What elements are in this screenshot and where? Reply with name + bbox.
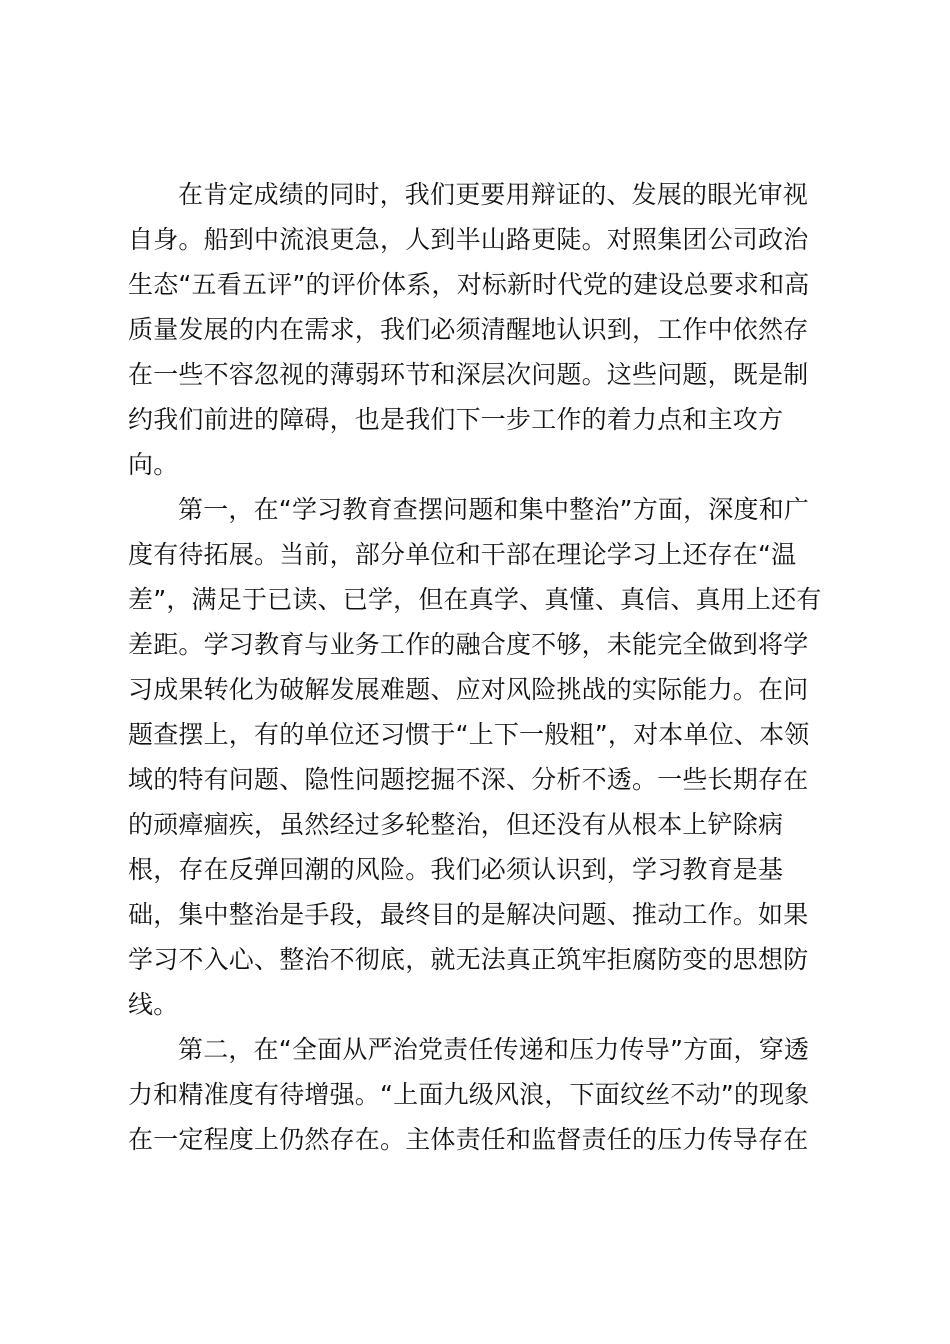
text-line: 题查摆上，有的单位还习惯于“上下一般粗”，对本单位、本领 — [128, 720, 810, 749]
text-line: 向。 — [128, 450, 179, 479]
text-line: 自身。船到中流浪更急，人到半山路更陡。对照集团公司政治 — [128, 225, 809, 254]
text-line: 第一，在“学习教育查摆问题和集中整治”方面，深度和广 — [178, 495, 810, 524]
text-line: 根，存在反弹回潮的风险。我们必须认识到，学习教育是基 — [128, 855, 784, 884]
text-line: 度有待拓展。当前，部分单位和干部在理论学习上还存在“温 — [128, 540, 797, 569]
document-body — [128, 172, 828, 1162]
text-line: 习成果转化为破解发展难题、应对风险挑战的实际能力。在问 — [128, 675, 809, 704]
text-line: 础，集中整治是手段，最终目的是解决问题、推动工作。如果 — [128, 900, 809, 929]
text-line: 的顽瘴痼疾，虽然经过多轮整治，但还没有从根本上铲除病 — [128, 810, 784, 839]
text-line: 线。 — [128, 990, 179, 1019]
text-line: 在肯定成绩的同时，我们更要用辩证的、发展的眼光审视 — [178, 180, 809, 209]
paragraph-1 — [128, 172, 828, 487]
text-line: 在一些不容忽视的薄弱环节和深层次问题。这些问题，既是制 — [128, 360, 809, 389]
text-line: 差”，满足于已读、已学，但在真学、真懂、真信、真用上还有 — [128, 585, 822, 614]
paragraph-2 — [128, 487, 828, 1027]
text-line: 第二，在“全面从严治党责任传递和压力传导”方面，穿透 — [178, 1035, 810, 1064]
text-line: 力和精准度有待增强。“上面九级风浪，下面纹丝不动”的现象 — [128, 1080, 810, 1109]
text-line: 约我们前进的障碍，也是我们下一步工作的着力点和主攻方 — [128, 405, 784, 434]
text-line: 差距。学习教育与业务工作的融合度不够，未能完全做到将学 — [128, 630, 809, 659]
text-line: 生态“五看五评”的评价体系，对标新时代党的建设总要求和高 — [128, 270, 810, 299]
text-line: 域的特有问题、隐性问题挖掘不深、分析不透。一些长期存在 — [128, 765, 809, 794]
text-line: 学习不入心、整治不彻底，就无法真正筑牢拒腐防变的思想防 — [128, 945, 809, 974]
text-line: 质量发展的内在需求，我们必须清醒地认识到，工作中依然存 — [128, 315, 809, 344]
paragraph-3 — [128, 1027, 828, 1162]
text-line: 在一定程度上仍然存在。主体责任和监督责任的压力传导存在 — [128, 1125, 809, 1154]
